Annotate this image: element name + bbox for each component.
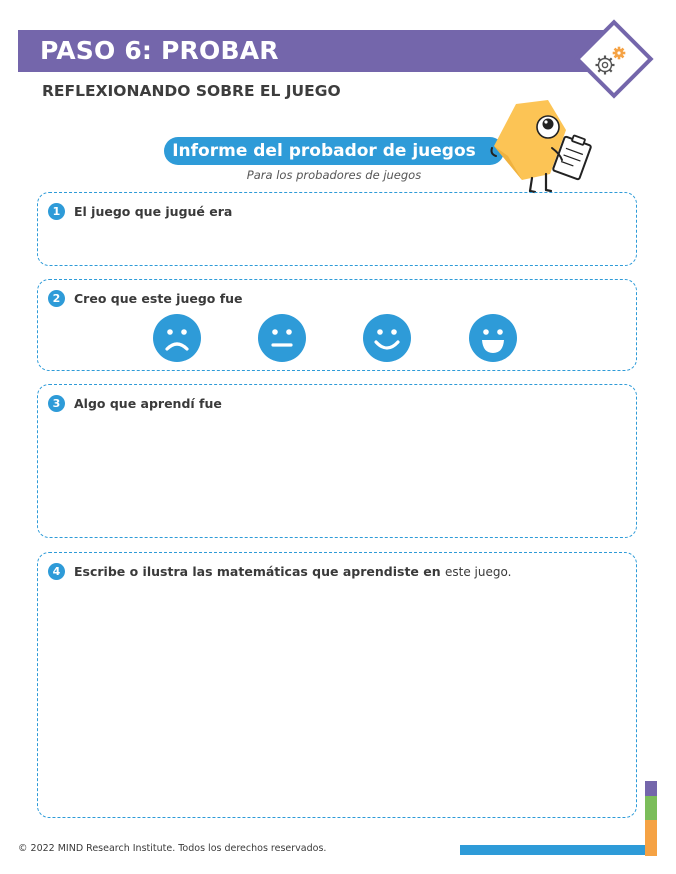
section-3-number: 3 — [48, 395, 65, 412]
section-4-label-main: Escribe o ilustra las matemáticas que aprendiste en — [74, 564, 441, 579]
section-3-box[interactable] — [37, 384, 637, 538]
page-title: PASO 6: PROBAR — [40, 36, 279, 65]
mascot-clipboard-icon — [486, 96, 596, 200]
section-4-box[interactable] — [37, 552, 637, 818]
section-2-label: Creo que este juego fue — [74, 291, 243, 306]
copyright: © 2022 MIND Research Institute. Todos los derechos reservados. — [18, 843, 327, 854]
report-title: Informe del probador de juegos — [172, 141, 476, 161]
grin-face-icon[interactable] — [469, 314, 517, 362]
footer-purple-strip — [645, 781, 657, 796]
page-subtitle: REFLEXIONANDO SOBRE EL JUEGO — [42, 82, 341, 100]
smile-face-icon[interactable] — [363, 314, 411, 362]
section-2-number: 2 — [48, 290, 65, 307]
section-3-label: Algo que aprendí fue — [74, 396, 222, 411]
section-1-number: 1 — [48, 203, 65, 220]
report-subtitle: Para los probadores de juegos — [246, 168, 422, 182]
footer-orange-strip — [645, 820, 657, 856]
section-4-label — [74, 563, 511, 581]
gears-icon — [574, 19, 654, 99]
footer-blue-bar — [460, 845, 645, 855]
section-2-box — [37, 279, 637, 371]
section-4-number: 4 — [48, 563, 65, 580]
section-1-box[interactable] — [37, 192, 637, 266]
sad-face-icon[interactable] — [153, 314, 201, 362]
footer-green-strip — [645, 796, 657, 820]
neutral-face-icon[interactable] — [258, 314, 306, 362]
section-1-label: El juego que jugué era — [74, 204, 233, 219]
section-4-label-tail: este juego. — [445, 565, 512, 579]
